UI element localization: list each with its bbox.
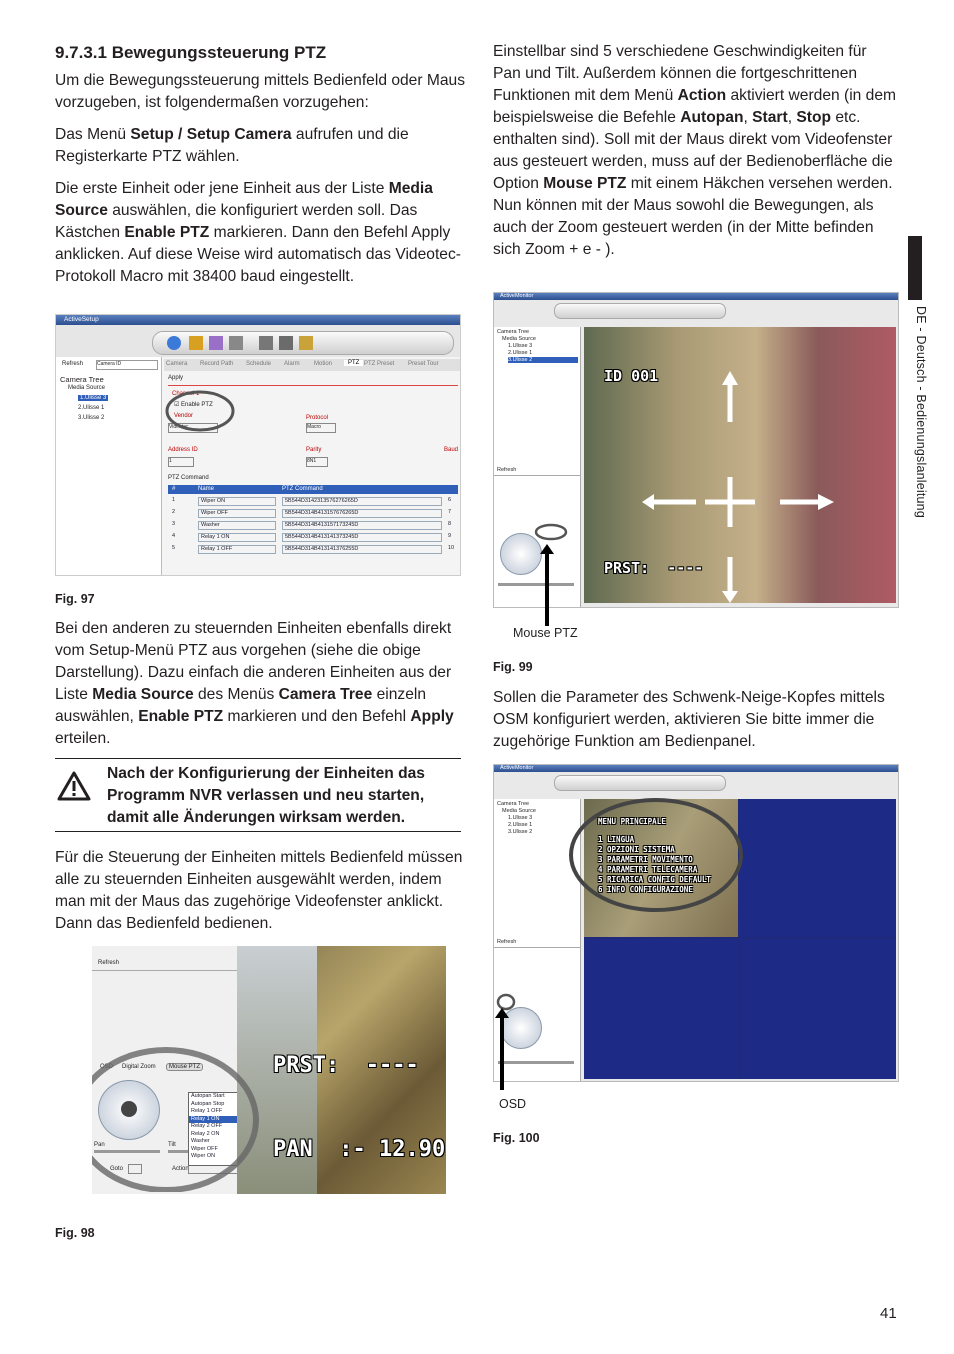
osd-menu-index: 4 (598, 865, 608, 874)
tab-alarm[interactable]: Alarm (284, 361, 300, 367)
table-row[interactable] (168, 520, 458, 530)
row-key: 9 (448, 533, 452, 539)
row-key: 8 (448, 521, 452, 527)
menu-item[interactable]: Autopan Stop (191, 1100, 225, 1107)
paragraph-other-units (55, 618, 467, 750)
video-window-empty[interactable] (740, 939, 896, 1079)
camera-tree-panel (56, 357, 162, 576)
row-command: 5B544D314B413157173245D (282, 521, 442, 530)
tab-ptz[interactable]: PTZ (344, 360, 363, 366)
text: aktiviert werden (in dem beispielsweise die Befehle (493, 87, 897, 126)
text: Um die Bewegungssteuerung mittels Bedienfeld oder Maus vorzugeben, ist folgendermaßen vorzugehen: (55, 72, 465, 111)
figure-98-caption: Fig. 98 (55, 1226, 95, 1240)
table-row[interactable] (168, 496, 458, 506)
app-title: ActiveMonitor (500, 765, 534, 771)
osd-menu-label: LINGUA (607, 835, 635, 844)
row-command: 5B544D3142313576276265D (282, 497, 442, 506)
paragraph-control (55, 847, 467, 935)
key-icon[interactable] (299, 336, 313, 350)
osd-id: ID 001 (604, 367, 659, 385)
toolbar-pill (152, 331, 454, 355)
camera-tree-panel (494, 327, 581, 607)
tree-item[interactable]: 2.Ulisse 1 (508, 822, 533, 828)
left-column-top (55, 42, 467, 298)
tab-preset-tour[interactable]: Preset Tour (408, 361, 439, 367)
left-column-bottom (55, 847, 467, 945)
video-window-empty[interactable] (584, 939, 738, 1079)
paragraph-osm (493, 687, 897, 753)
text: , (743, 109, 753, 126)
bold-term: Setup / Setup Camera (130, 126, 292, 143)
row-index: 3 (172, 521, 176, 527)
menu-item[interactable]: Autopan Start (191, 1093, 225, 1099)
text: einzeln auswählen, (55, 686, 426, 725)
enable-ptz-checkbox[interactable]: ☑ Enable PTZ (174, 402, 213, 408)
menu-item[interactable]: Relay 1 ON (189, 1116, 237, 1124)
figure-100-caption: Fig. 100 (493, 1131, 540, 1145)
tree-item[interactable]: 1.Ulisse 3 (80, 395, 107, 401)
tab-digital-zoom[interactable]: Digital Zoom (122, 1064, 156, 1070)
row-name: Washer (198, 521, 276, 530)
divider (168, 385, 458, 386)
highlight-circle (164, 389, 236, 433)
text: markieren. Dann den Befehl Apply anklicken. Auf diese Weise wird automatisch das Videotec-Protokoll Macro mit 38400 baud eingestellt. (55, 224, 461, 285)
bold-term: Start (752, 109, 788, 126)
text: aufrufen und die Registerkarte PTZ wählen. (55, 126, 409, 165)
protocol-label: Protocol (306, 415, 329, 421)
setup-tabs (164, 359, 461, 371)
address-id-label: Address ID (168, 447, 198, 453)
mouse-ptz-highlight (534, 523, 568, 541)
menu-item[interactable]: Wiper OFF (191, 1145, 218, 1152)
text: Das Menü (55, 126, 131, 143)
osd-line: PRST: ---- (273, 1053, 419, 1078)
tools-icon[interactable] (229, 336, 243, 350)
ptz-command-title: PTZ Command (168, 475, 209, 481)
osd-menu-label: RICARICA CONFIG DEFAULT (607, 875, 711, 884)
divider (494, 947, 580, 948)
tree-root[interactable]: Camera Tree (497, 801, 530, 807)
vendor-label: Vendor (174, 413, 194, 419)
osd-arrow (495, 1008, 509, 1090)
tab-ptz-preset[interactable]: PTZ Preset (364, 361, 395, 367)
tree-media-source[interactable]: Media Source (68, 385, 106, 391)
app-title-bar (494, 765, 899, 772)
bold-term: Camera Tree (278, 686, 373, 703)
text: markieren und den Befehl (223, 708, 411, 725)
text: , (787, 109, 797, 126)
camera-icon[interactable] (189, 336, 203, 350)
osd-overlay (273, 996, 445, 1194)
text: mit einem Häkchen versehen werden. Nun können mit der Maus sowohl die Bewegungen, als auch der Zoom gesteuert werden (in der Mitte befinden sich Zoom + e - ). (493, 175, 893, 258)
protocol-select[interactable]: Macro (306, 423, 336, 433)
bold-term: Mouse PTZ (543, 175, 627, 192)
right-column-top (493, 41, 897, 271)
table-row[interactable] (168, 544, 458, 554)
text: auswählen, die konfiguriert werden soll. Das Kästchen (55, 202, 418, 241)
menu-item[interactable]: Relay 1 OFF (191, 1108, 223, 1114)
tree-item[interactable]: 1.Ulisse 3 (508, 815, 533, 821)
toolbar (56, 325, 461, 357)
paragraph-intro (55, 70, 467, 114)
network-icon[interactable] (209, 336, 223, 350)
row-index: 5 (172, 545, 176, 551)
row-key: 7 (448, 509, 452, 515)
figure-97-caption: Fig. 97 (55, 592, 95, 606)
osd-line: PAN :- 12.90 (273, 1137, 446, 1162)
row-name: Wiper ON (198, 497, 276, 506)
side-tab-marker (908, 236, 922, 300)
tree-item[interactable]: 2.Ulisse 1 (78, 405, 105, 411)
paragraph-speeds (493, 41, 897, 261)
divider (494, 475, 580, 476)
tilt-label: Tilt (168, 1142, 176, 1148)
osd-menu-index: 3 (598, 855, 608, 864)
row-index: 2 (172, 509, 176, 515)
bold-term: Enable PTZ (124, 224, 210, 241)
tree-item[interactable]: 3.Ulisse 2 (78, 415, 105, 421)
bold-term: Apply (410, 708, 454, 725)
page-number: 41 (880, 1305, 897, 1322)
baud-label: Baud (444, 447, 459, 453)
app-title-bar (56, 315, 461, 325)
vendor-select[interactable]: Videotec (168, 423, 218, 433)
tree-root[interactable]: Camera Tree (60, 375, 104, 384)
header-name: Name (198, 486, 215, 492)
app-title: ActiveMonitor (500, 293, 534, 299)
section-heading: 9.7.3.1 Bewegungssteuerung PTZ (55, 43, 327, 62)
enable-ptz-label: Enable PTZ (181, 402, 213, 408)
app-title-bar (494, 293, 899, 300)
tree-media-source[interactable]: Media Source (502, 336, 536, 342)
row-name: Relay 1 ON (198, 533, 276, 542)
refresh-button[interactable]: Refresh (98, 960, 120, 966)
figure-100-screenshot (493, 764, 899, 1082)
osd-label: OSD (499, 1097, 527, 1111)
tab-osd[interactable]: OSD (100, 1064, 114, 1070)
figure-99-caption: Fig. 99 (493, 660, 533, 674)
toolbar-pill (554, 775, 726, 791)
left-column-middle (55, 618, 467, 760)
tree-item[interactable]: 3.Ulisse 2 (508, 357, 578, 363)
refresh-button[interactable]: Refresh (62, 361, 84, 367)
bold-term: Autopan (680, 109, 744, 126)
table-row[interactable] (168, 508, 458, 518)
video-window-empty[interactable] (740, 799, 896, 937)
osd-menu-label: OPZIONI SISTEMA (607, 845, 675, 854)
osd-menu-index: 2 (598, 845, 608, 854)
channel-label: Channel 1 (172, 391, 200, 397)
parity-label: Parity (306, 447, 322, 453)
header-index: # (172, 486, 176, 492)
refresh-button[interactable]: Refresh (497, 939, 517, 945)
mouse-ptz-arrow (540, 544, 554, 626)
text: Für die Steuerung der Einheiten mittels Bedienfeld müssen alle zu steuernden Einheiten ausgewählt werden, indem man mit der Maus das zugehörige Videofenster anklickt. Dann das Bedienfeld bedienen. (55, 849, 463, 932)
figure-97-screenshot (55, 314, 461, 576)
osd-menu-title: MENU PRINCIPALE (598, 817, 666, 826)
paragraph-menu (55, 124, 467, 168)
osd-menu-label: INFO CONFIGURAZIONE (607, 885, 693, 894)
highlight-circle (92, 1022, 260, 1192)
table-row[interactable] (168, 532, 458, 542)
tab-mouse-ptz[interactable]: Mouse PTZ (166, 1063, 203, 1071)
right-column-middle (493, 687, 897, 763)
action-label: Action (172, 1166, 189, 1172)
text: Bei den anderen zu steuernden Einheiten ebenfalls direkt vom Setup-Menü PTZ aus vorgehen (siehe die obige Darstellung). Dazu einfach die anderen Einheiten aus der Liste (55, 620, 452, 703)
row-key: 6 (448, 497, 452, 503)
osd-line: PRST: ---- (604, 559, 704, 577)
tree-item[interactable]: 3.Ulisse 2 (508, 829, 533, 835)
bold-term: Media Source (55, 180, 433, 219)
row-command: 5B544D314B413141376255D (282, 545, 442, 554)
row-index: 4 (172, 533, 176, 539)
osd-menu-label: PARAMETRI MOVIMENTO (607, 855, 693, 864)
tab-record-path[interactable]: Record Path (200, 361, 234, 367)
row-command: 5B544D314B413157676265D (282, 509, 442, 518)
osd-menu-label: PARAMETRI TELECAMERA (607, 865, 698, 874)
refresh-button[interactable]: Refresh (497, 467, 517, 473)
bold-term: Action (677, 87, 727, 104)
mouse-ptz-label: Mouse PTZ (513, 626, 578, 640)
command-table-header (168, 485, 458, 494)
tree-media-source[interactable]: Media Source (502, 808, 536, 814)
tree-item[interactable]: 1.Ulisse 3 (508, 343, 533, 349)
text: etc. enthalten sind). Soll mit der Maus direkt vom Videofenster aus gesteuert werden, muss auf der Bedienoberfläche die Option (493, 109, 893, 192)
text: erteilen. (55, 730, 111, 747)
camera-id-select[interactable]: Camera ID (96, 360, 158, 370)
tree-root[interactable]: Camera Tree (497, 329, 530, 335)
app-title: ActiveSetup (64, 316, 99, 323)
warning-icon (57, 771, 91, 801)
toolbar-pill (554, 303, 726, 319)
divider (92, 970, 237, 971)
header-command: PTZ Command (282, 486, 323, 492)
osd-menu-index: 5 (598, 875, 608, 884)
highlight-circle (566, 795, 746, 915)
figure-98-screenshot (92, 946, 446, 1194)
tree-item[interactable]: 2.Ulisse 1 (508, 350, 533, 356)
ptz-direction-arrows (640, 367, 836, 603)
address-id-input[interactable]: 1 (168, 457, 194, 467)
parity-select[interactable]: 8N1 (306, 457, 328, 467)
pan-slider[interactable] (498, 1061, 574, 1064)
menu-item[interactable]: Wiper ON (191, 1153, 216, 1159)
row-key: 10 (448, 545, 455, 551)
text: Sollen die Parameter des Schwenk-Neige-Kopfes mittels OSM konfiguriert werden, aktivieren Sie bitte immer die zugehörige Funktion am Bedienpanel. (493, 689, 885, 750)
side-tab-text: DE - Deutsch - Bedienungslanleitung (914, 306, 928, 518)
bold-term: Media Source (92, 686, 194, 703)
warning-box (55, 758, 461, 832)
settings-icon[interactable] (279, 336, 293, 350)
menu-item[interactable]: Relay 2 OFF (191, 1123, 223, 1129)
tab-motion[interactable]: Motion (314, 361, 333, 367)
goto-label: Goto (110, 1166, 124, 1172)
wrench-icon[interactable] (259, 336, 273, 350)
osd-menu-index: 6 (598, 885, 608, 894)
text: Einstellbar sind 5 verschiedene Geschwindigkeiten für Pan und Tilt. Außerdem können die fortgeschrittenen Funktionen mit dem Menü (493, 43, 867, 104)
row-command: 5B544D314B413141373245D (282, 533, 442, 542)
bold-term: Stop (796, 109, 832, 126)
video-window[interactable] (584, 327, 896, 603)
row-name: Relay 1 OFF (198, 545, 276, 554)
paragraph-enable (55, 178, 467, 288)
pan-label: Pan (94, 1142, 105, 1148)
text: des Menüs (193, 686, 279, 703)
menu-item[interactable]: Relay 2 ON (191, 1130, 220, 1137)
osd-menu-index: 1 (598, 835, 608, 844)
tab-schedule[interactable]: Schedule (246, 361, 272, 367)
eye-icon[interactable] (167, 336, 181, 350)
warning-text: Nach der Konfigurierung der Einheiten das Programm NVR verlassen und neu starten, damit alle Änderungen wirksam werden. (107, 765, 425, 826)
row-name: Wiper OFF (198, 509, 276, 518)
row-index: 1 (172, 497, 176, 503)
menu-item[interactable]: Washer (191, 1138, 210, 1144)
tab-camera[interactable]: Camera (166, 361, 188, 367)
video-window[interactable] (237, 946, 446, 1194)
text: Die erste Einheit oder jene Einheit aus der Liste (55, 180, 389, 197)
pan-slider[interactable] (498, 583, 574, 586)
bold-term: Enable PTZ (138, 708, 224, 725)
apply-button[interactable]: Apply (168, 375, 184, 381)
